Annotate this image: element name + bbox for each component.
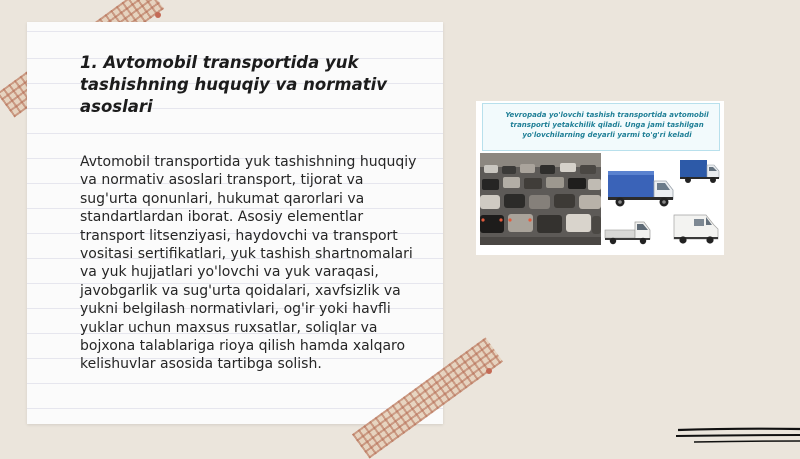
white-van-icon <box>672 209 720 247</box>
image-caption-box <box>482 103 720 151</box>
slide-title: 1. Avtomobil transportida yuk tashishning huquqiy va normativ asoslari <box>80 53 388 116</box>
image-caption: Yevropada yo'lovchi tashish transportida avtomobil transporti yetakchilik qiladi. Unga jami tashilgan yo'lovchilarning deyarli yarmi to'g'ri keladi <box>505 111 709 139</box>
small-blue-truck-icon <box>679 157 721 185</box>
traffic-jam-photo <box>480 153 601 245</box>
decorative-lines <box>676 424 800 446</box>
blue-truck-icon <box>606 167 676 209</box>
transport-image <box>476 101 724 255</box>
slide-body-text: Avtomobil transportida yuk tashishning huquqiy va normativ asoslari transport, tijorat va sug'urta qonunlari, hukumat qarorlari va standartlardan iborat. Asosiy elementlar transport litsenziyasi, haydovchi va transport vositasi sertifikatlari, yuk tashish shartnomalari va yuk hujjatlari yo'lovchi va yuk varaqasi, javobgarlik va sug'urta qoidalari, xavfsizlik va yukni belgilash normativlari, og'ir yoki havfli yuklar uchun maxsus ruxsatlar, soliqlar va bojxona talablariga rioya qilish hamda xalqaro kelishuvlar asosida tartibga solish. <box>80 154 417 373</box>
tape-dot-top <box>155 12 161 18</box>
tape-dot-bottom <box>486 368 492 374</box>
flatbed-truck-icon <box>604 215 652 247</box>
